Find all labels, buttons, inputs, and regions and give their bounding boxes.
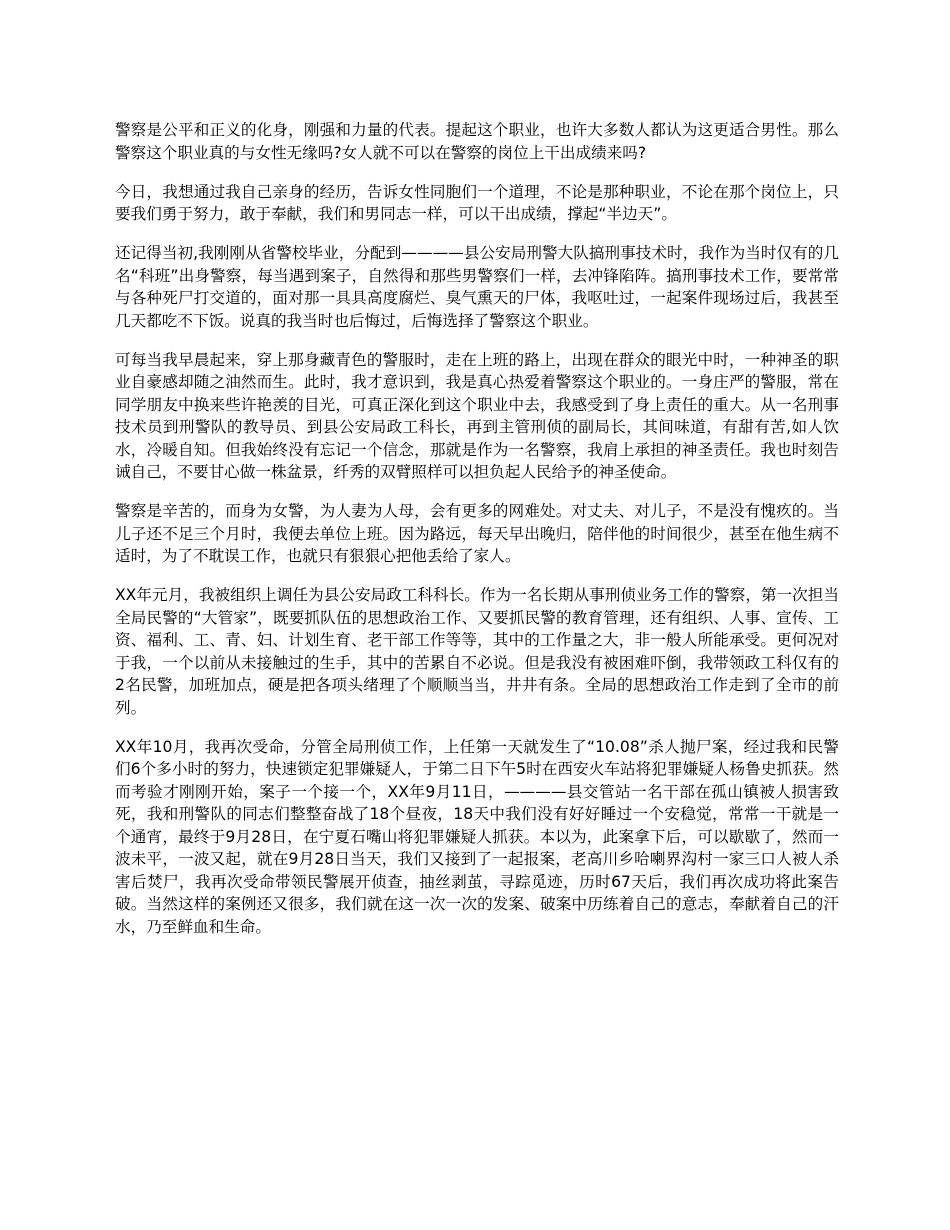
paragraph-3: 还记得当初,我刚刚从省警校毕业，分配到————县公安局刑警大队搞刑事技术时，我作为当时仅有的几名“科班”出身警察，每当遇到案子，自然得和那些男警察们一样，去冲锋陷阵。搞刑事技术工作，要常常与各种死尸打交道的，面对那一具具高度腐烂、臭气熏天的尸体，我呕吐过，一起案件现场过后，我甚至几天都吃不下饭。说真的我当时也后悔过，后悔选择了警察这个职业。	[115, 244, 839, 330]
paragraph-2: 今日，我想通过我自己亲身的经历，告诉女性同胞们一个道理，不论是那种职业，不论在那个岗位上，只要我们勇于努力，敢于奉献，我们和男同志一样，可以干出成绩，撑起“半边天”。	[115, 182, 839, 223]
paragraph-7: XX年10月，我再次受命，分管全局刑侦工作，上任第一天就发生了“10.08”杀人抛尸案，经过我和民警们6个多小时的努力，快速锁定犯罪嫌疑人，于第二日下午5时在西安火车站将犯罪嫌疑人杨鲁史抓获。然而考验才刚刚开始，案子一个接一个，XX年9月11日，————县交管站一名干部在孤山镇被人损害致死，我和刑警队的同志们整整奋战了18个昼夜，18天中我们没有好好睡过一个安稳觉，常常一干就是一个通宵，最终于9月28日，在宁夏石嘴山将犯罪嫌疑人抓获。本以为，此案拿下后，可以歇歇了，然而一波未平，一波又起，就在9月28日当天，我们又接到了一起报案，老高川乡哈喇界沟村一家三口人被人杀害后焚尸，我再次受命带领民警展开侦查，抽丝剥茧，寻踪觅迹，历时67天后，我们再次成功将此案告破。当然这样的案例还又很多，我们就在这一次一次的发案、破案中历练着自己的意志，奉献着自己的汗水，乃至鲜血和生命。	[115, 737, 839, 936]
paragraph-4: 可每当我早晨起来，穿上那身藏青色的警服时，走在上班的路上，出现在群众的眼光中时，一种神圣的职业自豪感却随之油然而生。此时，我才意识到，我是真心热爱着警察这个职业的。一身庄严的警服，常在同学朋友中换来些许艳羡的目光，可真正深化到这个职业中去，我感受到了身上责任的重大。从一名刑事技术员到刑警队的教导员、到县公安局政工科长，再到主管刑侦的副局长，其间味道，有甜有苦,如人饮水，冷暖自知。但我始终没有忘记一个信念，那就是作为一名警察，我肩上承担的神圣责任。我也时刻告诫自己，不要甘心做一株盆景，纤秀的双臂照样可以担负起人民给予的神圣使命。	[115, 350, 839, 481]
paragraph-5: 警察是辛苦的，而身为女警，为人妻为人母，会有更多的网难处。对丈夫、对儿子，不是没有愧疚的。当儿子还不足三个月时，我便去单位上班。因为路远，每天早出晚归，陪伴他的时间很少，甚至在他生病不适时，为了不耽误工作，也就只有狠狠心把他丢给了家人。	[115, 502, 839, 565]
paragraph-6: XX年元月，我被组织上调任为县公安局政工科科长。作为一名长期从事刑侦业务工作的警察，第一次担当全局民警的“大管家”，既要抓队伍的思想政治工作、又要抓民警的教育管理，还有组织、人事、宣传、工资、福利、工、青、妇、计划生育、老干部工作等等，其中的工作量之大，非一般人所能承受。更何况对于我，一个以前从未接触过的生手，其中的苦累自不必说。但是我没有被困难吓倒，我带领政工科仅有的2名民警，加班加点，硬是把各项头绪理了个顺顺当当，井井有条。全局的思想政治工作走到了全市的前列。	[115, 586, 839, 717]
document-body	[115, 119, 839, 955]
paragraph-1: 警察是公平和正义的化身，刚强和力量的代表。提起这个职业，也许大多数人都认为这更适合男性。那么警察这个职业真的与女性无缘吗?女人就不可以在警察的岗位上干出成绩来吗?	[115, 121, 839, 162]
